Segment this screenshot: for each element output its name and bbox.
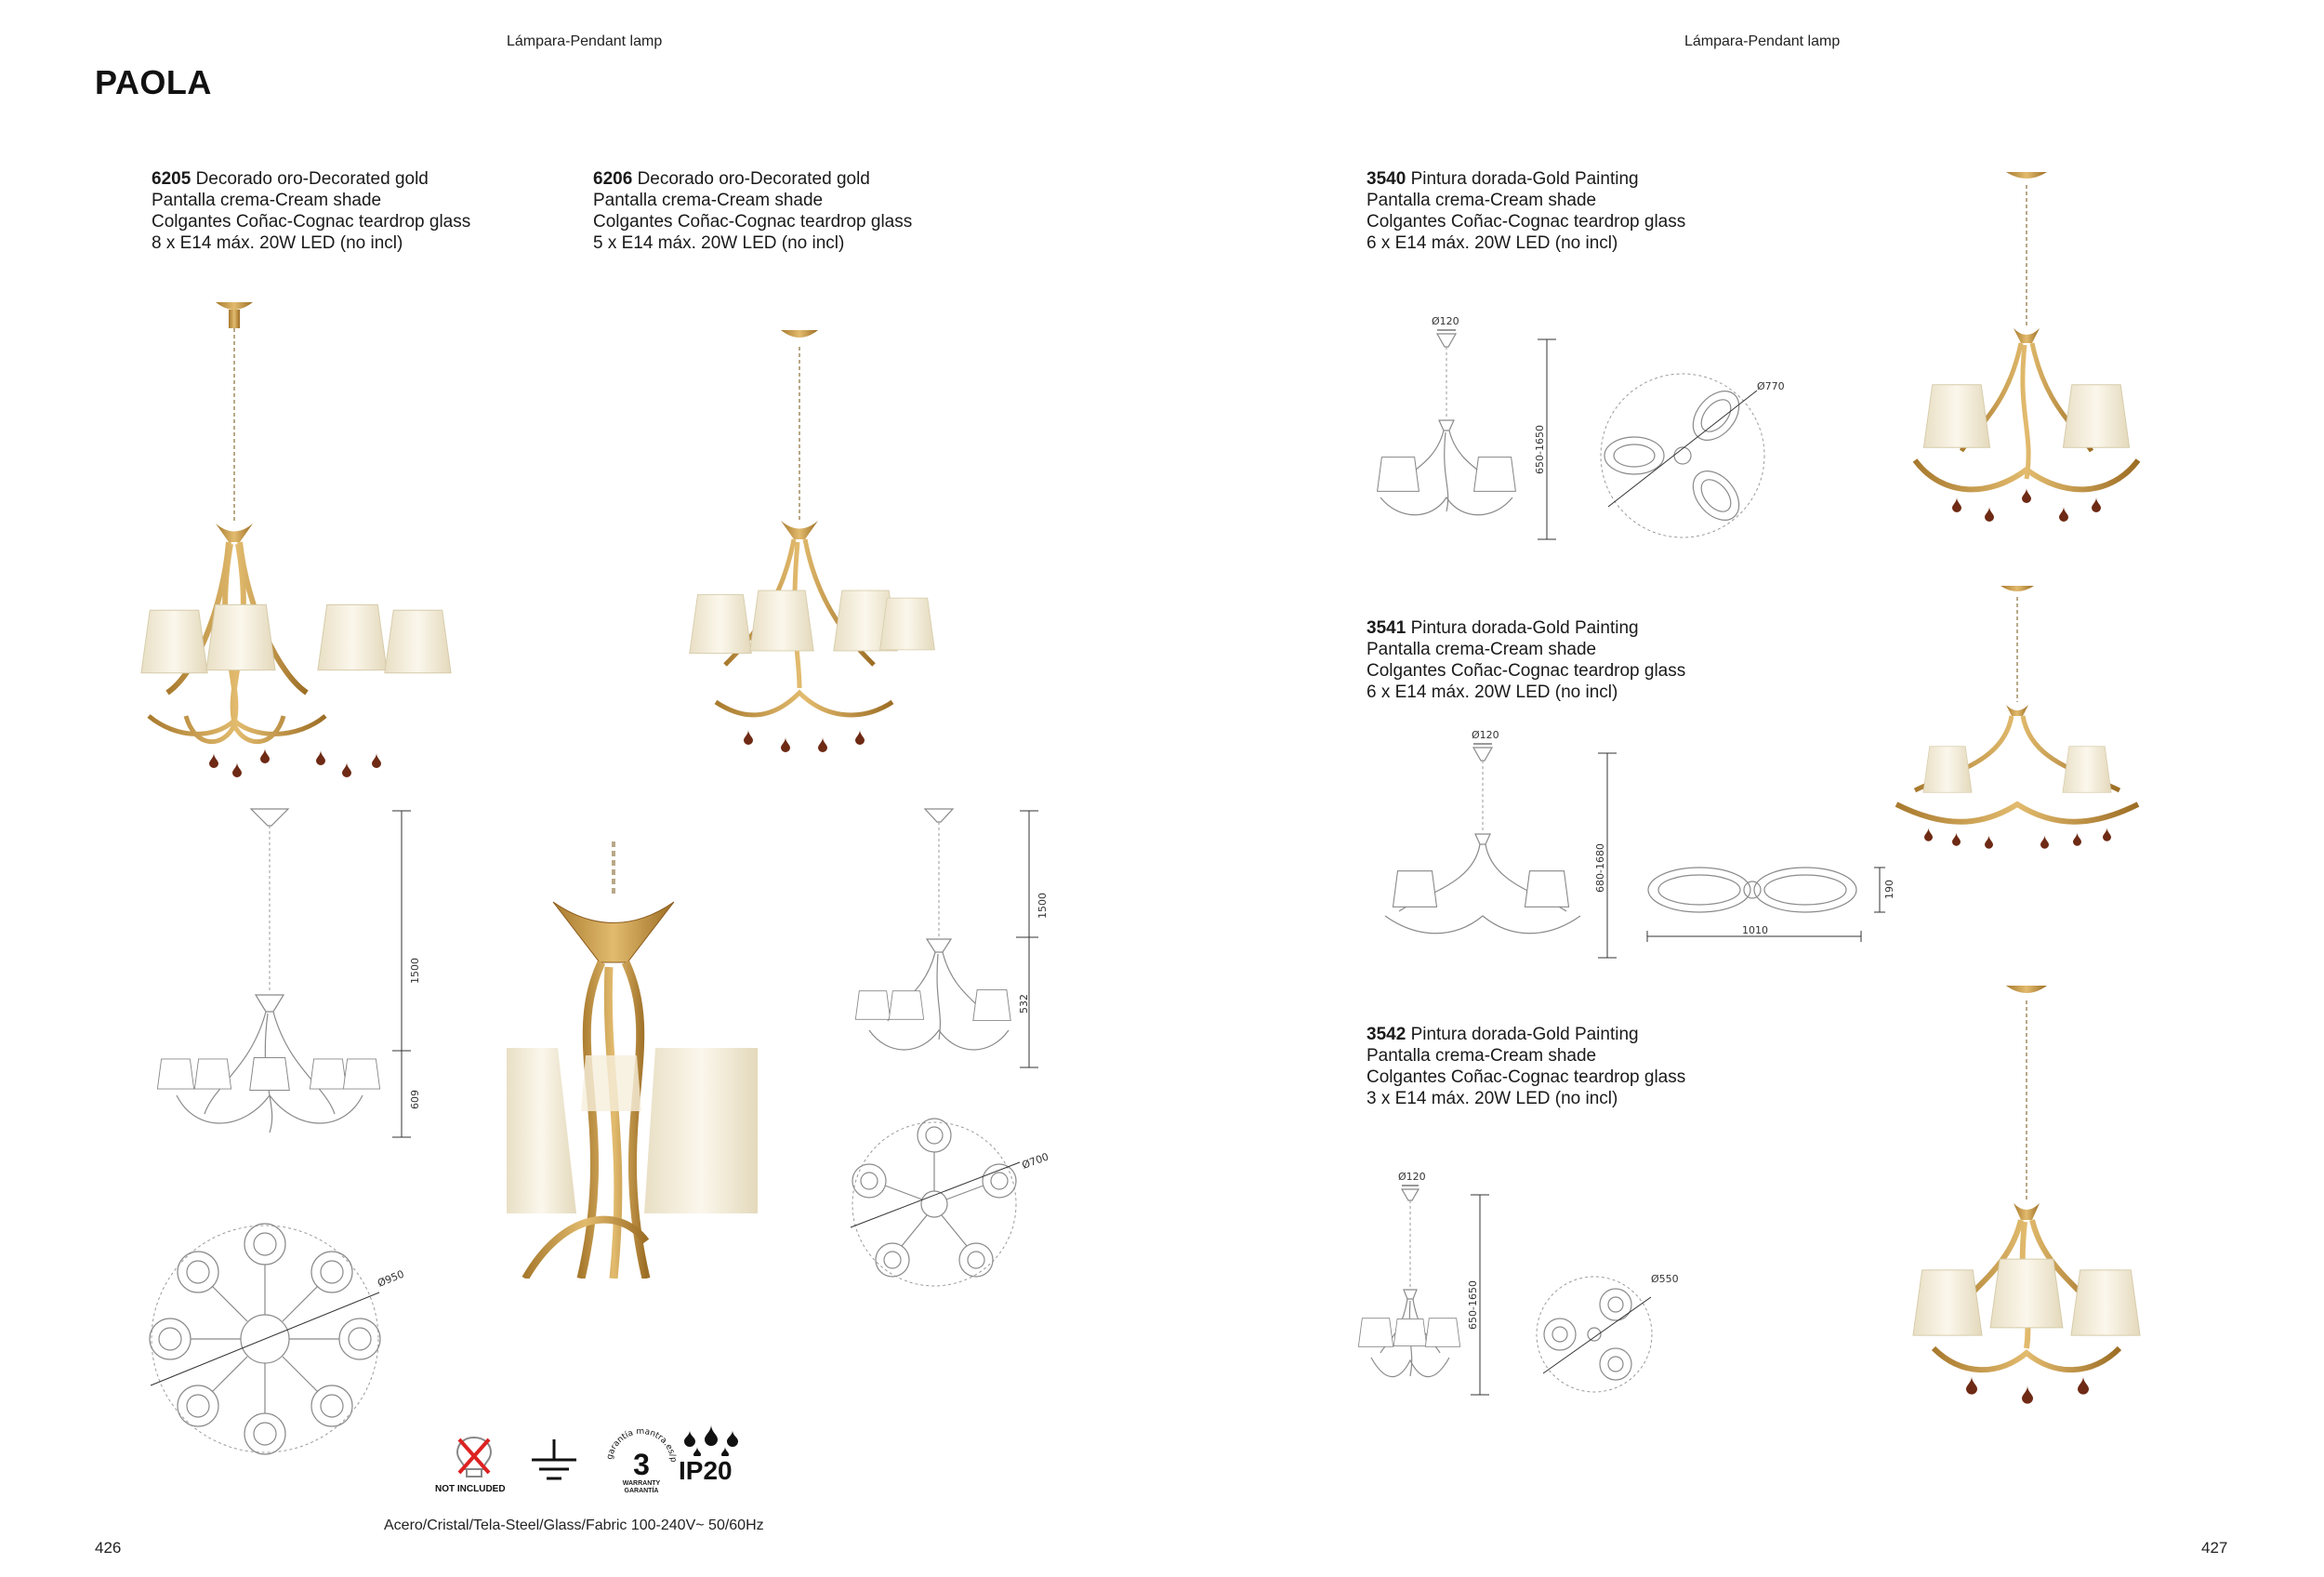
page-header-right: Lámpara-Pendant lamp xyxy=(1684,33,1841,49)
ip-rating-label: IP20 xyxy=(679,1456,733,1485)
collection-title: PAOLA xyxy=(95,63,212,101)
product-code: 3541 xyxy=(1367,618,1406,638)
dim-6205-lower: 609 xyxy=(409,1090,421,1109)
product-bulbs: 3 x E14 máx. 20W LED (no incl) xyxy=(1367,1089,1618,1108)
drawing-3540-plan xyxy=(1590,367,1813,553)
product-drops: Colgantes Coñac-Cognac teardrop glass xyxy=(152,212,471,232)
drawing-3542-front xyxy=(1357,1167,1497,1409)
warranty-badge xyxy=(602,1425,680,1499)
product-bulbs: 8 x E14 máx. 20W LED (no incl) xyxy=(152,233,403,253)
page-header-left: Lámpara-Pendant lamp xyxy=(507,33,663,49)
not-included-badge xyxy=(437,1432,511,1497)
water-drops-icon xyxy=(679,1425,744,1456)
dim-3542-top: Ø120 xyxy=(1398,1171,1426,1183)
drawing-3540-front xyxy=(1357,311,1562,553)
product-drops: Colgantes Coñac-Cognac teardrop glass xyxy=(593,212,913,232)
product-shade: Pantalla crema-Cream shade xyxy=(1367,1046,1597,1066)
dim-3540-top: Ø120 xyxy=(1432,315,1459,327)
photo-detail-closeup xyxy=(507,842,758,1279)
materials-voltage: Acero/Cristal/Tela-Steel/Glass/Fabric 100-240V~ 50/60Hz xyxy=(384,1517,764,1533)
dim-6205-diameter: Ø950 xyxy=(376,1267,406,1290)
dim-3541-width: 1010 xyxy=(1742,924,1768,936)
warranty-icon xyxy=(602,1425,680,1480)
drawing-6205-front xyxy=(149,807,428,1160)
drawing-6206-front xyxy=(851,807,1055,1086)
product-finish: Decorado oro-Decorated gold xyxy=(195,169,429,189)
ip-rating-badge xyxy=(679,1425,744,1499)
product-finish: Decorado oro-Decorated gold xyxy=(637,169,870,189)
dim-3541-height: 680-1680 xyxy=(1594,843,1606,893)
product-finish: Pintura dorada-Gold Painting xyxy=(1410,618,1639,638)
drawing-3542-plan xyxy=(1534,1269,1701,1399)
spec-block-3540 xyxy=(1367,168,1685,254)
dim-3542-height: 650-1650 xyxy=(1467,1280,1479,1330)
product-code: 3540 xyxy=(1367,169,1406,189)
product-shade: Pantalla crema-Cream shade xyxy=(152,191,382,210)
photo-6205 xyxy=(130,302,474,781)
product-finish: Pintura dorada-Gold Painting xyxy=(1410,1025,1639,1044)
warranty-caption: WARRANTY GARANTÍA xyxy=(622,1480,661,1494)
product-drops: Colgantes Coñac-Cognac teardrop glass xyxy=(1367,212,1686,232)
photo-3540 xyxy=(1878,172,2175,549)
warranty-arc-text: garantía mantra.es/p xyxy=(605,1426,679,1464)
product-bulbs: 6 x E14 máx. 20W LED (no incl) xyxy=(1367,682,1618,702)
ground-icon xyxy=(528,1439,580,1490)
photo-6206 xyxy=(688,330,939,758)
product-code: 6206 xyxy=(593,169,633,189)
dim-3540-height: 650-1650 xyxy=(1534,425,1546,474)
photo-3541 xyxy=(1859,576,2194,893)
page-number-left: 426 xyxy=(95,1539,122,1557)
product-shade: Pantalla crema-Cream shade xyxy=(1367,640,1597,659)
dim-3541-top: Ø120 xyxy=(1472,729,1499,741)
drawing-6206-plan xyxy=(841,1111,1074,1297)
not-included-label: NOT INCLUDED xyxy=(435,1484,506,1494)
spec-block-3542 xyxy=(1367,1024,1685,1109)
dim-3540-diameter: Ø770 xyxy=(1757,380,1785,392)
product-code: 3542 xyxy=(1367,1025,1406,1044)
dim-3541-depth: 190 xyxy=(1883,880,1895,899)
spec-block-3541 xyxy=(1367,617,1685,703)
dim-3542-diameter: Ø550 xyxy=(1651,1273,1679,1285)
product-drops: Colgantes Coñac-Cognac teardrop glass xyxy=(1367,1067,1686,1087)
product-bulbs: 6 x E14 máx. 20W LED (no incl) xyxy=(1367,233,1618,253)
page-number-right: 427 xyxy=(2201,1539,2228,1557)
drawing-6205-plan xyxy=(139,1209,437,1460)
drawing-3541-front xyxy=(1362,725,1631,972)
dim-6206-height: 1500 xyxy=(1037,893,1049,919)
product-finish: Pintura dorada-Gold Painting xyxy=(1410,169,1639,189)
product-shade: Pantalla crema-Cream shade xyxy=(593,191,824,210)
spec-block-6205 xyxy=(152,168,470,254)
dim-6206-diameter: Ø700 xyxy=(1020,1150,1050,1172)
product-drops: Colgantes Coñac-Cognac teardrop glass xyxy=(1367,661,1686,681)
product-code: 6205 xyxy=(152,169,191,189)
warranty-years: 3 xyxy=(633,1448,650,1480)
dim-6206-lower: 532 xyxy=(1018,994,1030,1014)
product-bulbs: 5 x E14 máx. 20W LED (no incl) xyxy=(593,233,845,253)
product-shade: Pantalla crema-Cream shade xyxy=(1367,191,1597,210)
bulb-not-included-icon xyxy=(437,1432,511,1480)
dim-6205-height: 1500 xyxy=(409,958,421,984)
spec-block-6206 xyxy=(593,168,912,254)
photo-3542 xyxy=(1896,976,2157,1413)
